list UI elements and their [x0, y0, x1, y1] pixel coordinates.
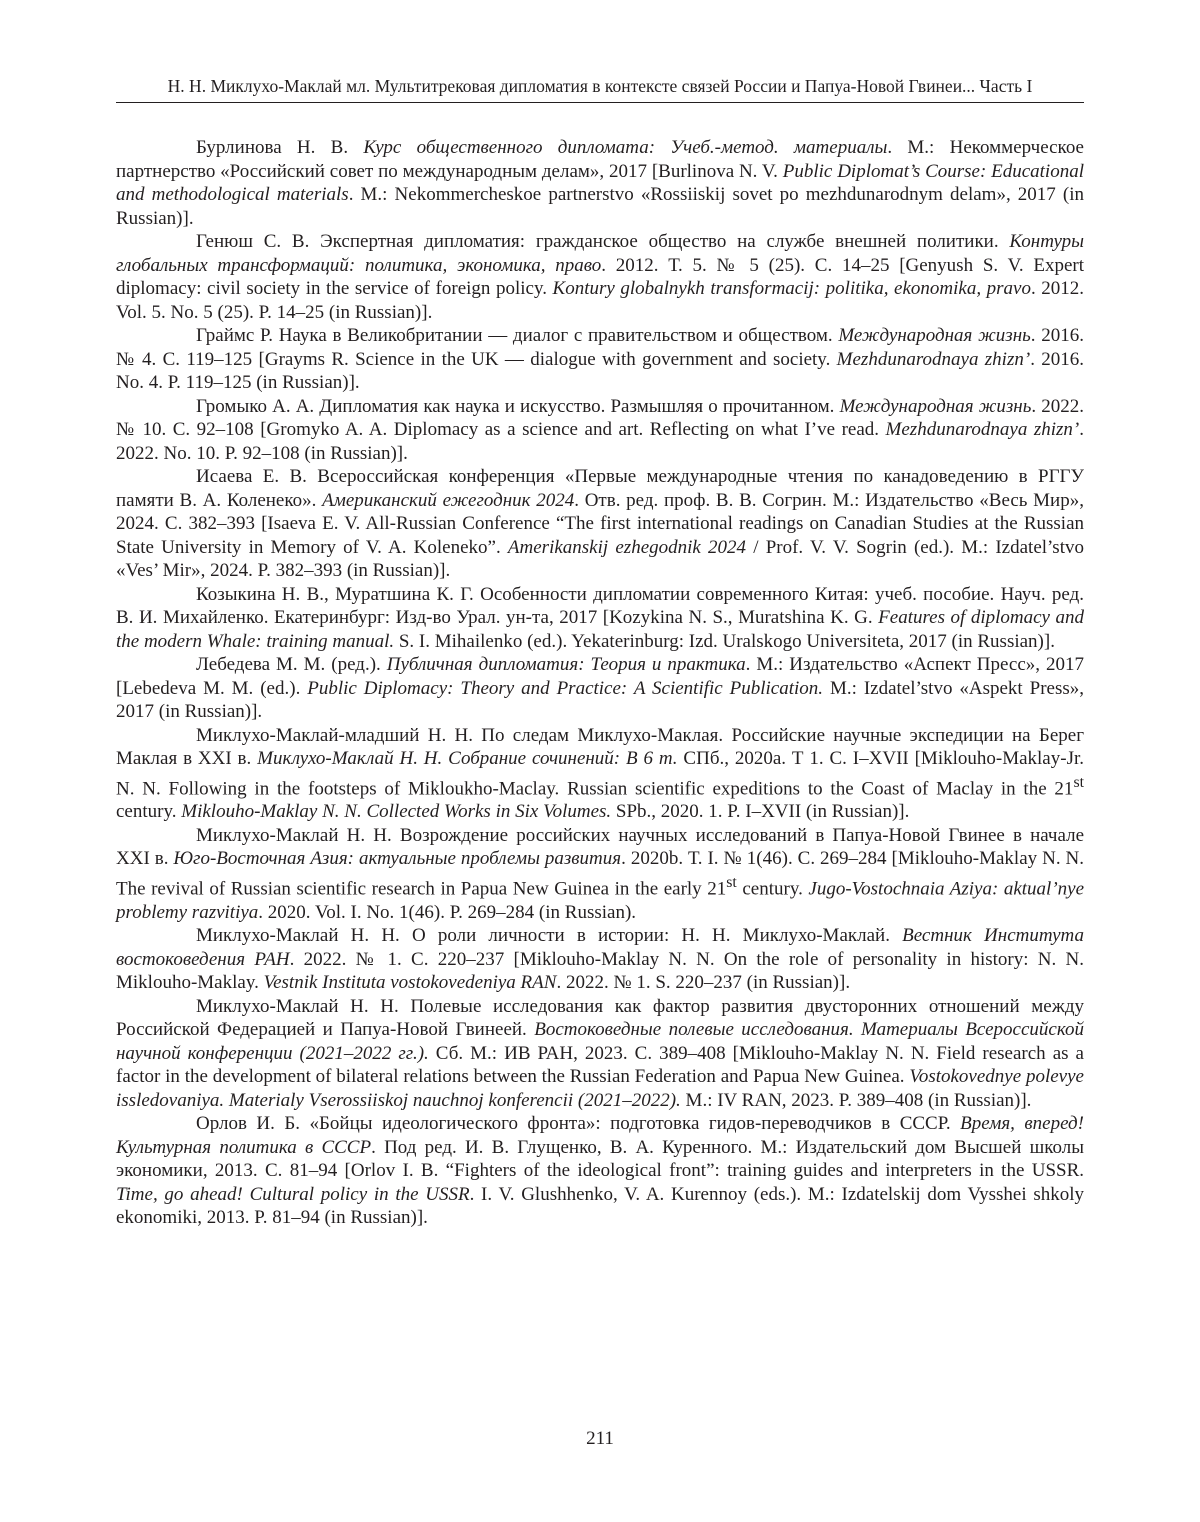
italic-title: Jugo-Vostochnaia Aziya: aktual’nye problemy razvitiya [116, 878, 1085, 923]
reference-text: M.: IV RAN, 2023. P. 389–408 (in Russian)]. [680, 1089, 1032, 1111]
italic-title: Miklouho-Maklay N. N. Collected Works in Six Volumes. [181, 801, 612, 823]
reference-text: . Под ред. И. В. Глущенко, В. А. Куренного. М.: Издательский дом Высшей школы экономики, 2013. С. 81–94 [Orlov I. B. “Fighters of the ideological front”: training guides and interpreters in the USSR. [116, 1136, 1084, 1182]
italic-title: Public Diplomacy: Theory and Practice: A Scientific Publication. [307, 677, 824, 699]
italic-title: Mezhdunarodnaya zhizn’ [836, 348, 1031, 370]
reference-text: . 2016. № 4. С. 119–125 [Grayms R. Science in the UK — dialogue with government and society. [116, 325, 1084, 370]
italic-title: Курс общественного дипломата: Учеб.-метод. материалы [363, 137, 888, 158]
reference-text: Сб. М.: ИВ РАН, 2023. С. 389–408 [Miklouho-Maklay N. N. Field research as a factor in the development of bilateral relations between the Russian Federation and Papua New Guinea. [116, 1042, 1084, 1088]
reference-text: СПб., 2020а. Т 1. С. I–XVII [Miklouho-Maklay-Jr. N. N. Following in the footsteps of Mikloukho-Maclay. Russian scientific expeditions to the Coast of Maclay in the 21 [116, 748, 1084, 799]
italic-title: Публичная дипломатия: Теория и практика [386, 654, 746, 675]
italic-title: Features of diplomacy and the modern Whale: training manual. [116, 607, 1084, 652]
reference-text: . 2012. Т. 5. № 5 (25). С. 14–25 [Genyush S. V. Expert diplomacy: civil society in the service of foreign policy. [116, 254, 1084, 299]
reference-entry [116, 724, 1084, 824]
italic-title: Международная жизнь [839, 395, 1032, 417]
reference-text: Исаева Е. В. Всероссийская конференция «Первые международные чтения по канадоведению в РГГУ памяти В. А. Коленеко». [116, 466, 1084, 511]
reference-entry [116, 1112, 1084, 1230]
reference-text: century. [116, 801, 182, 823]
italic-title: Public Diplomat’s Course: Educational and methodological materials [116, 160, 1084, 205]
running-head: Н. Н. Миклухо-Маклай мл. Мультитрековая дипломатия в контексте связей России и Папуа-Новой Гвинеи... Часть I [116, 74, 1084, 103]
reference-text: . 2022. № 10. С. 92–108 [Gromyko A. A. Diplomacy as a science and art. Reflecting on what I’ve read. [116, 395, 1084, 440]
reference-entry [116, 653, 1084, 724]
reference-text: Орлов И. Б. «Бойцы идеологического фронта»: подготовка гидов-переводчиков в СССР. [196, 1113, 961, 1135]
italic-title: Американский ежегодник 2024 [322, 489, 575, 511]
reference-text: Миклухо-Маклай-младший Н. Н. По следам Миклухо-Маклая. Российские научные экспедиции на Берег Маклая в XXI в. [116, 724, 1084, 769]
reference-entry [116, 995, 1084, 1113]
reference-text: Бурлинова Н. В. [196, 137, 364, 158]
reference-text: SPb., 2020. 1. P. I–XVII (in Russian)]. [611, 801, 910, 823]
italic-title: Востоковедные полевые исследования. Материалы Всероссийской научной конференции (2021–2022 гг.). [116, 1019, 1084, 1064]
italic-title: Время, вперед! Культурная политика в СССР [116, 1113, 1084, 1158]
superscript: st [726, 873, 737, 891]
italic-title: Вестник Института востоковедения РАН [116, 925, 1084, 970]
reference-text: . I. V. Glushhenko, V. A. Kurennoy (eds.). M.: Izdatelskij dom Vysshei shkoly ekonomiki, 2013. P. 81–94 (in Russian)]. [116, 1183, 1085, 1229]
reference-text: Громыко А. А. Дипломатия как наука и искусство. Размышляя о прочитанном. [196, 395, 840, 417]
reference-text: . М.: Некоммерческое партнерство «Российский совет по международным делам», 2017 [Burlinova N. V. [116, 137, 1084, 182]
italic-title: Kontury globalnykh transformacij: politika, ekonomika, pravo [552, 278, 1031, 299]
reference-text: Миклухо-Маклай Н. Н. О роли личности в истории: Н. Н. Миклухо-Маклай. [196, 925, 903, 947]
reference-text: century. [736, 878, 809, 900]
reference-entry [116, 230, 1084, 324]
superscript: st [1073, 773, 1084, 791]
reference-text: Козыкина Н. В., Муратшина К. Г. Особенности дипломатии современного Китая: учеб. пособие. Науч. ред. В. И. Михайленко. Екатеринбург: Изд-во Урал. ун-та, 2017 [Kozykina N. S., Muratshina K. G. [116, 583, 1084, 628]
reference-text: . 2022. No. 10. P. 92–108 (in Russian)]. [116, 419, 1084, 464]
reference-entry [116, 465, 1084, 583]
reference-text: Миклухо-Маклай Н. Н. Полевые исследования как фактор развития двусторонних отношений между Российской Федерацией и Папуа-Новой Гвинеей. [116, 995, 1084, 1041]
reference-text: / Prof. V. V. Sogrin (ed.). M.: Izdatel’stvo «Ves’ Mir», 2024. P. 382–393 (in Russian)]. [116, 536, 1084, 581]
italic-title: Контуры глобальных трансформаций: политика, экономика, право [116, 231, 1084, 276]
reference-text: . Отв. ред. проф. В. В. Согрин. М.: Издательство «Весь Мир», 2024. С. 382–393 [Isaeva E. V. All-Russian Conference “The first international readings on Canadian Studies at the Russian State University in Memory of V. A. Koleneko”. [116, 489, 1084, 558]
reference-text: . М.: Издательство «Аспект Пресс», 2017 [Lebedeva M. M. (ed.). [116, 654, 1084, 699]
reference-entry [116, 924, 1084, 995]
page-number: 211 [586, 1428, 614, 1449]
reference-text: . 2020. Vol. I. No. 1(46). P. 269–284 (in Russian). [258, 901, 637, 923]
italic-title: Time, go ahead! Cultural policy in the USSR [116, 1183, 470, 1205]
reference-entry [116, 583, 1084, 654]
reference-entry [116, 136, 1084, 230]
reference-text: . 2022. № 1. С. 220–237 [Miklouho-Maklay N. N. On the role of personality in history: N. N. Miklouho-Maklay. [116, 948, 1085, 994]
italic-title: Vestnik Instituta vostokovedeniya RAN [263, 972, 557, 994]
italic-title: Миклухо-Маклай Н. Н. Собрание сочинений: В 6 т. [257, 748, 678, 769]
reference-text: . 2016. No. 4. P. 119–125 (in Russian)]. [116, 348, 1085, 393]
reference-text: . M.: Nekommercheskoe partnerstvo «Rossiiskij sovet po mezhdunarodnym delam», 2017 (in Russian)]. [116, 184, 1085, 229]
italic-title: Amerikanskij ezhegodnik 2024 [507, 536, 747, 558]
reference-text: Граймс Р. Наука в Великобритании — диалог с правительством и обществом. [196, 325, 839, 346]
italic-title: Международная жизнь [838, 325, 1031, 346]
italic-title: Vostokovednye polevye issledovaniya. Materialy Vserossiiskoj nauchnoj konferencii (2021–2022). [116, 1066, 1084, 1111]
reference-text: . 2020b. Т. I. № 1(46). С. 269–284 [Miklouho-Maklay N. N. The revival of Russian scientific research in Papua New Guinea in the early 21 [116, 848, 1085, 900]
italic-title: Юго-Восточная Азия: актуальные проблемы развития [173, 848, 622, 870]
reference-entry [116, 395, 1084, 466]
reference-text: . 2012. Vol. 5. No. 5 (25). P. 14–25 (in Russian)]. [116, 278, 1085, 323]
italic-title: Mezhdunarodnaya zhizn’ [885, 419, 1080, 440]
reference-text: M.: Izdatel’stvo «Aspekt Press», 2017 (in Russian)]. [116, 677, 1084, 722]
reference-entry [116, 324, 1084, 395]
reference-entry [116, 824, 1084, 924]
reference-list [116, 136, 1084, 1230]
reference-text: Миклухо-Маклай Н. Н. Возрождение российских научных исследований в Папуа-Новой Гвинее в начале XXI в. [116, 824, 1084, 870]
reference-text: S. I. Mihailenko (ed.). Yekaterinburg: Izd. Uralskogo Universiteta, 2017 (in Russian)]. [394, 630, 1055, 652]
reference-text: Генюш С. В. Экспертная дипломатия: гражданское общество на службе внешней политики. [196, 231, 1010, 252]
reference-text: Лебедева М. М. (ред.). [196, 654, 387, 675]
reference-text: . 2022. № 1. S. 220–237 (in Russian)]. [556, 972, 851, 994]
